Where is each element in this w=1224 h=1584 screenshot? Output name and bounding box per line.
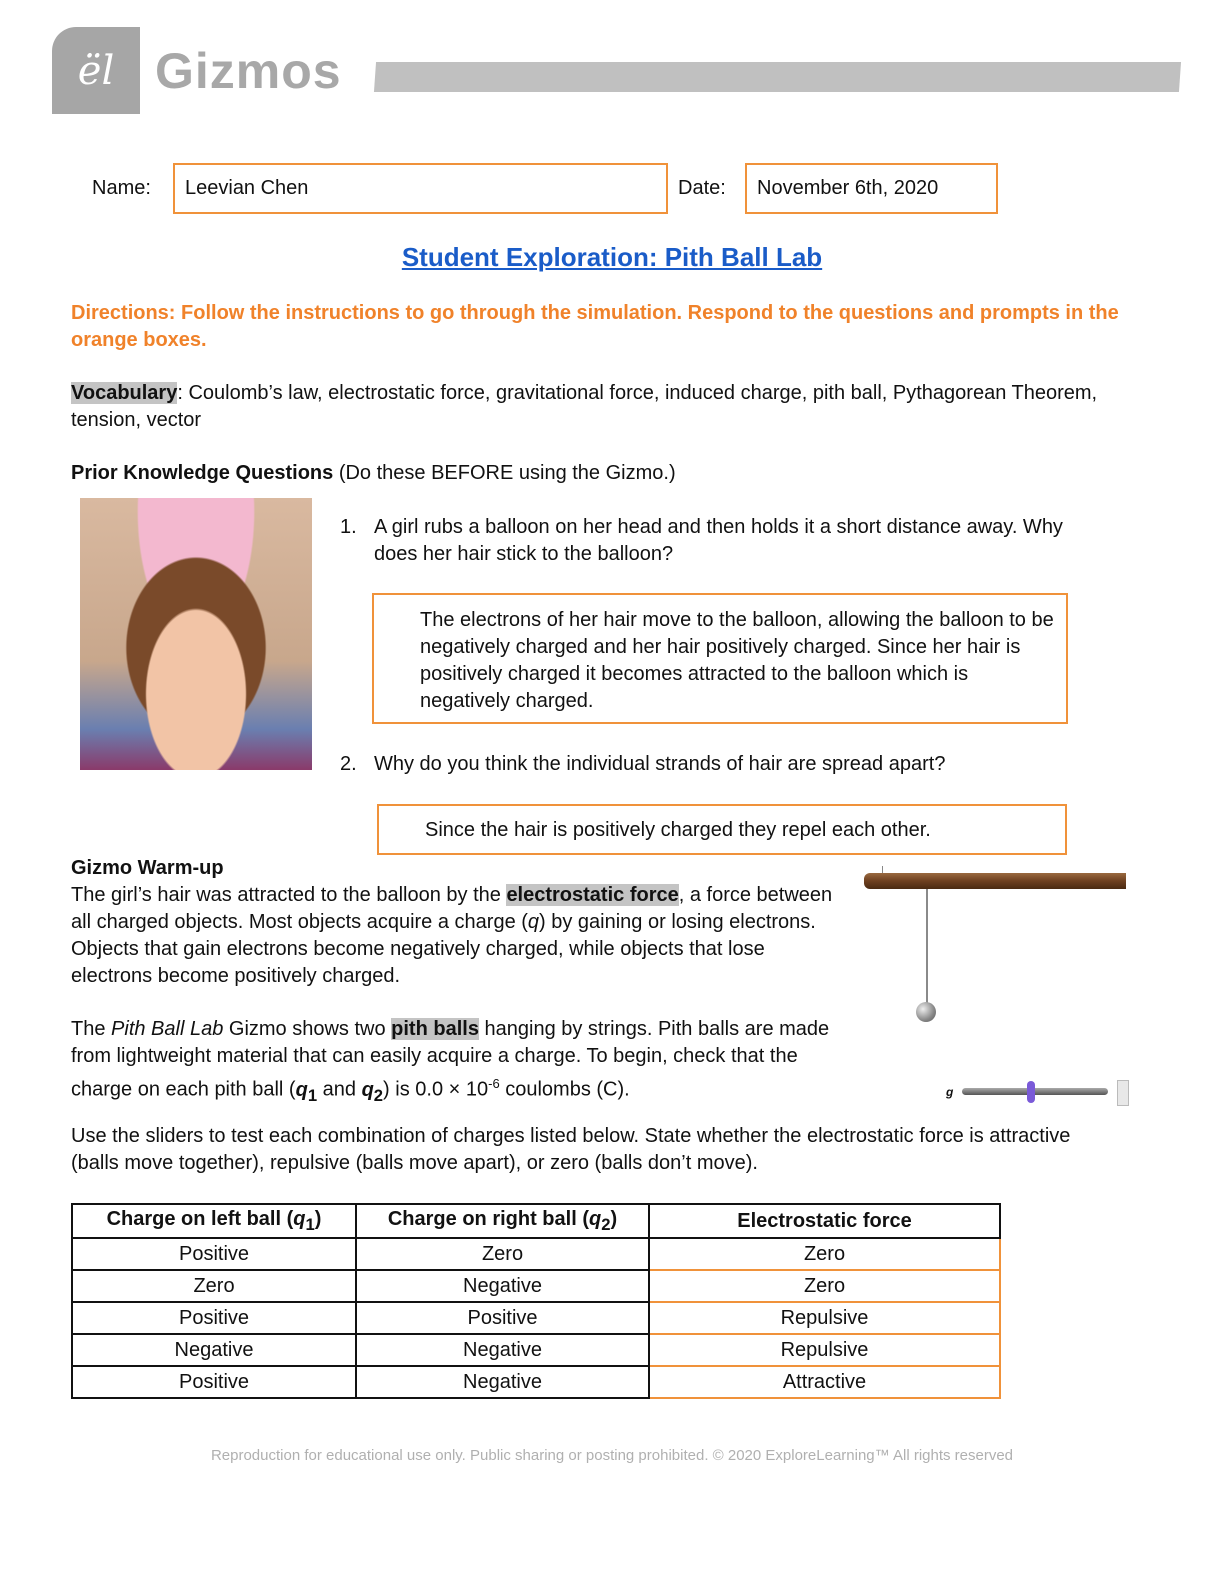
- cell-q1: Positive: [72, 1302, 356, 1334]
- text: ) is 0.0 × 10: [383, 1078, 489, 1101]
- name-field[interactable]: Leevian Chen: [173, 163, 668, 214]
- table-header-row: [72, 1204, 1000, 1238]
- cell-q1: Negative: [72, 1334, 356, 1366]
- prior-knowledge-heading: [71, 460, 1151, 487]
- girl-balloon-photo: [80, 498, 312, 770]
- cell-force-answer[interactable]: Attractive: [649, 1366, 1000, 1398]
- term-electrostatic-force: electrostatic force: [506, 884, 679, 906]
- vocabulary: [71, 380, 1151, 434]
- warmup-paragraph-2: [71, 1016, 856, 1109]
- warmup-title: Gizmo Warm-up: [71, 857, 224, 879]
- text: The girl’s hair was attracted to the balloon by the: [71, 884, 507, 906]
- answer-2-box[interactable]: Since the hair is positively charged they repel each other.: [377, 804, 1067, 855]
- prior-knowledge-title: Prior Knowledge Questions: [71, 462, 334, 484]
- q2-symbol: q: [361, 1078, 374, 1101]
- brand-name: Gizmos: [155, 43, 342, 99]
- table-row: [72, 1334, 1000, 1366]
- gravity-slider-thumb[interactable]: [1027, 1081, 1035, 1103]
- header-right-charge: Charge on right ball $(q_2)$: [356, 1204, 649, 1238]
- cell-q1: Zero: [72, 1270, 356, 1302]
- page-title[interactable]: Student Exploration: Pith Ball Lab: [401, 242, 823, 272]
- cell-q2: Negative: [356, 1270, 649, 1302]
- warmup-paragraph-1: [71, 882, 841, 990]
- charge-table: [71, 1203, 1001, 1399]
- logo-glyph: ël: [77, 47, 115, 94]
- text: , a force between all charged objects. Most objects acquire a charge (: [71, 884, 833, 933]
- copyright-footer: Reproduction for educational use only. Public sharing or posting prohibited. © 2020 ExploreLearning™ All rights reserved: [210, 1447, 1014, 1464]
- header-bar: [374, 62, 1181, 92]
- vocabulary-text: : Coulomb’s law, electrostatic force, gravitational force, induced charge, pith ball, Pythagorean Theorem, tension, vector: [71, 382, 1098, 431]
- warmup-paragraph-3: Use the sliders to test each combination of charges listed below. State whether the electrostatic force is attractive (balls move together), repulsive (balls move apart), or zero (balls don’t move).: [71, 1125, 1071, 1174]
- cell-q2: Zero: [356, 1238, 649, 1270]
- header-left-charge: Charge on left ball $(q_1)$: [72, 1204, 356, 1238]
- question-2-text: Why do you think the individual strands of hair are spread apart?: [374, 753, 946, 775]
- table-row: [72, 1302, 1000, 1334]
- gravity-slider-label: g: [946, 1085, 954, 1099]
- text: hanging by strings. Pith balls are made from lightweight material that can easily acquire a charge. To begin, check that the charge on each pith ball (: [71, 1018, 830, 1101]
- explorelearning-logo: [52, 27, 140, 114]
- question-2-number: 2.: [340, 753, 357, 775]
- cell-q2: Positive: [356, 1302, 649, 1334]
- cell-force-answer[interactable]: Repulsive: [649, 1302, 1000, 1334]
- wooden-rod: [864, 873, 1126, 889]
- pith-ball[interactable]: [916, 1002, 936, 1022]
- vocabulary-label: Vocabulary: [71, 382, 178, 404]
- cell-force-answer[interactable]: Zero: [649, 1270, 1000, 1302]
- table-row: [72, 1270, 1000, 1302]
- header-electrostatic-force: Electrostatic force: [649, 1204, 1000, 1238]
- directions: Directions: Follow the instructions to go through the simulation. Respond to the questions and prompts in the orange boxes.: [71, 302, 1119, 351]
- text: ) by gaining or losing electrons. Objects that gain electrons become negatively charged, while objects that lose electrons become positively charged.: [71, 911, 816, 987]
- text: The: [71, 1018, 112, 1040]
- q1-subscript: 1: [307, 1085, 318, 1105]
- gravity-value-box[interactable]: [1117, 1080, 1129, 1106]
- cell-q1: Positive: [72, 1238, 356, 1270]
- gizmo-name: Pith Ball Lab: [111, 1018, 224, 1040]
- cell-force-answer[interactable]: Zero: [649, 1238, 1000, 1270]
- question-1-number: 1.: [340, 516, 357, 538]
- cell-q2: Negative: [356, 1366, 649, 1398]
- gravity-slider-track[interactable]: [962, 1088, 1108, 1095]
- date-field[interactable]: November 6th, 2020: [745, 163, 998, 214]
- answer-1-box[interactable]: The electrons of her hair move to the balloon, allowing the balloon to be negatively charged and her hair positively charged. Since her hair is positively charged it becomes attracted to the balloon which is negatively charged.: [372, 593, 1068, 724]
- text: and: [317, 1078, 362, 1101]
- date-label: Date:: [678, 177, 726, 199]
- q2-subscript: 2: [373, 1085, 384, 1105]
- cell-q1: Positive: [72, 1366, 356, 1398]
- prior-knowledge-note: (Do these BEFORE using the Gizmo.): [333, 462, 676, 484]
- text: coulombs (C).: [499, 1078, 630, 1101]
- table-row: [72, 1366, 1000, 1398]
- cell-q2: Negative: [356, 1334, 649, 1366]
- cell-force-answer[interactable]: Repulsive: [649, 1334, 1000, 1366]
- q1-symbol: q: [295, 1078, 308, 1101]
- text: Gizmo shows two: [223, 1018, 392, 1040]
- name-label: Name:: [92, 177, 151, 199]
- q-symbol: q: [527, 911, 540, 933]
- exponent: -6: [488, 1076, 500, 1091]
- term-pith-balls: pith balls: [391, 1018, 479, 1040]
- pith-ball-string: [926, 889, 928, 1003]
- table-row: [72, 1238, 1000, 1270]
- question-1-text: A girl rubs a balloon on her head and then holds it a short distance away. Why does her hair stick to the balloon?: [374, 516, 1063, 565]
